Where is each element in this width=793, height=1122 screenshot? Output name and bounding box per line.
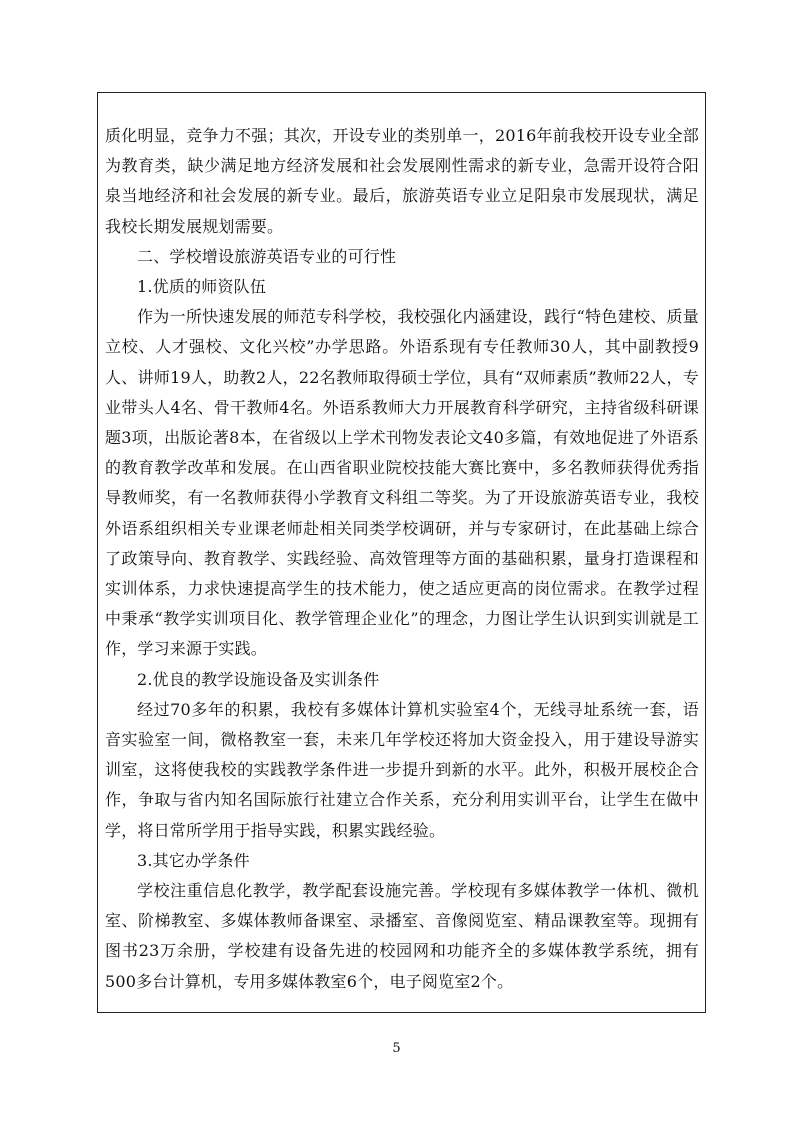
document-body [105,121,699,997]
subsection-body-other-conditions: 学校注重信息化教学，教学配套设施完善。学校现有多媒体教学一体机、微机室、阶梯教室、多媒体教师备课室、录播室、音像阅览室、精品课教室等。现拥有图书23万余册，学校建有设备先进的校园网和功能齐全的多媒体教学系统，拥有500多台计算机，专用多媒体教室6个，电子阅览室2个。 [105,881,699,991]
section-heading: 二、学校增设旅游英语专业的可行性 [137,246,397,266]
subsection-heading-facilities: 2.优良的教学设施设备及实训条件 [137,669,380,689]
subsection-heading-faculty: 1.优质的师资队伍 [137,277,267,297]
subsection-body-faculty: 作为一所快速发展的师范专科学校，我校强化内涵建设，践行“特色建校、质量立校、人才强校、文化兴校”办学思路。外语系现有专任教师30人，其中副教授9人、讲师19人，助教2人，22名教师取得硕士学位，具有“双师素质”教师22人，专业带头人4名、骨干教师4名。外语系教师大力开展教育科学研究，主持省级科研课题3项，出版论著8本，在省级以上学术刊物发表论文40多篇，有效地促进了外语系的教育教学改革和发展。在山西省职业院校技能大赛比赛中，多名教师获得优秀指导教师奖，有一名教师获得小学教育文科组二等奖。为了开设旅游英语专业，我校外语系组织相关专业课老师赴相关同类学校调研，并与专家研讨，在此基础上综合了政策导向、教育教学、实践经验、高效管理等方面的基础积累，量身打造课程和实训体系，力求快速提高学生的技术能力，使之适应更高的岗位需求。在教学过程中秉承“教学实训项目化、教学管理企业化”的理念，力图让学生认识到实训就是工作，学习来源于实践。 [105,307,699,659]
subsection-heading-other-conditions: 3.其它办学条件 [137,850,250,870]
subsection-body-facilities: 经过70多年的积累，我校有多媒体计算机实验室4个，无线寻址系统一套，语音实验室一间，微格教室一套，未来几年学校还将加大资金投入，用于建设导游实训室，这将使我校的实践教学条件进一步提升到新的水平。此外，积极开展校企合作，争取与省内知名国际旅行社建立合作关系，充分利用实训平台，让学生在做中学，将日常所学用于指导实践，积累实践经验。 [105,699,699,840]
page-number: 5 [392,1041,401,1056]
intro-paragraph: 质化明显，竞争力不强；其次，开设专业的类别单一，2016年前我校开设专业全部为教育类，缺少满足地方经济发展和社会发展刚性需求的新专业，急需开设符合阳泉当地经济和社会发展的新专业。最后，旅游英语专业立足阳泉市发展现状，满足我校长期发展规划需要。 [105,126,699,236]
